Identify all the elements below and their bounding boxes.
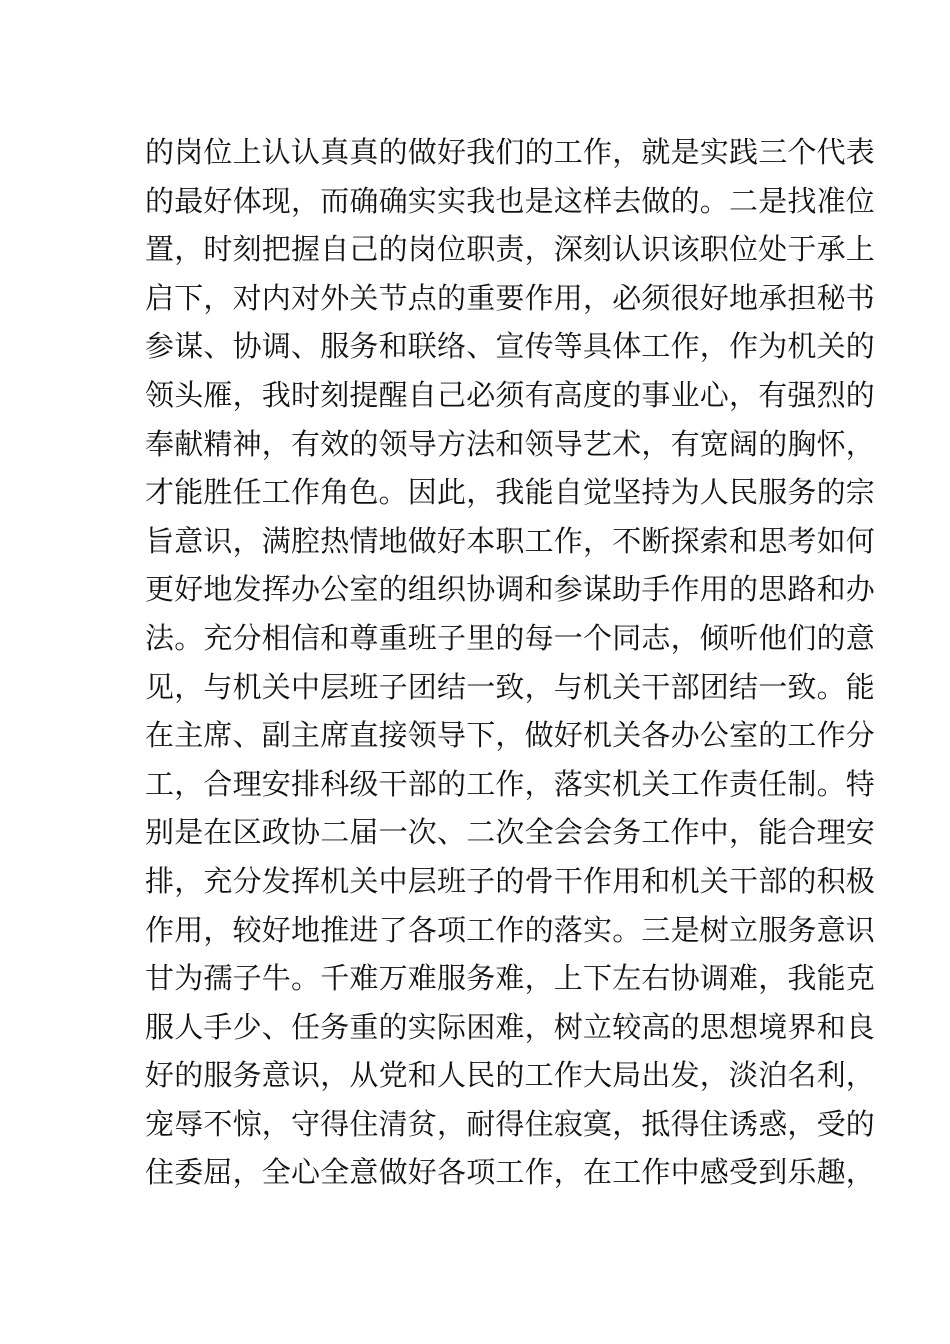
text-line: 宠辱不惊，守得住清贫，耐得住寂寞，抵得住诱惑，受的 (145, 1106, 876, 1141)
text-line: 甘为孺子牛。千难万难服务难，上下左右协调难，我能克 (145, 961, 876, 996)
text-line: 更好地发挥办公室的组织协调和参谋助手作用的思路和办 (145, 572, 876, 607)
text-line: 启下，对内对外关节点的重要作用，必须很好地承担秘书 (145, 280, 876, 315)
text-line: 参谋、协调、服务和联络、宣传等具体工作，作为机关的 (145, 329, 876, 364)
text-line: 服人手少、任务重的实际困难，树立较高的思想境界和良 (145, 1009, 876, 1044)
text-line: 见，与机关中层班子团结一致，与机关干部团结一致。能 (145, 669, 876, 704)
text-line: 置，时刻把握自己的岗位职责，深刻认识该职位处于承上 (145, 232, 876, 267)
text-line: 的岗位上认认真真的做好我们的工作，就是实践三个代表 (145, 135, 876, 169)
text-line: 好的服务意识，从党和人民的工作大局出发，淡泊名利， (145, 1058, 876, 1093)
body-text (145, 128, 876, 1197)
text-line: 在主席、副主席直接领导下，做好机关各办公室的工作分 (145, 718, 876, 753)
text-line: 奉献精神，有效的领导方法和领导艺术，有宽阔的胸怀， (145, 426, 876, 461)
text-line: 别是在区政协二届一次、二次全会会务工作中，能合理安 (145, 815, 876, 850)
text-line: 住委屈，全心全意做好各项工作，在工作中感受到乐趣， (145, 1155, 876, 1190)
text-line: 旨意识，满腔热情地做好本职工作，不断探索和思考如何 (145, 523, 876, 558)
text-line: 法。充分相信和尊重班子里的每一个同志，倾听他们的意 (145, 620, 876, 655)
text-line: 领头雁，我时刻提醒自己必须有高度的事业心，有强烈的 (145, 377, 876, 412)
text-line: 排，充分发挥机关中层班子的骨干作用和机关干部的积极 (145, 863, 876, 898)
text-line: 才能胜任工作角色。因此，我能自觉坚持为人民服务的宗 (145, 475, 876, 510)
text-line: 的最好体现，而确确实实我也是这样去做的。二是找准位 (145, 183, 876, 218)
text-line: 作用，较好地推进了各项工作的落实。三是树立服务意识 (145, 912, 876, 947)
text-line: 工，合理安排科级干部的工作，落实机关工作责任制。特 (145, 766, 876, 801)
